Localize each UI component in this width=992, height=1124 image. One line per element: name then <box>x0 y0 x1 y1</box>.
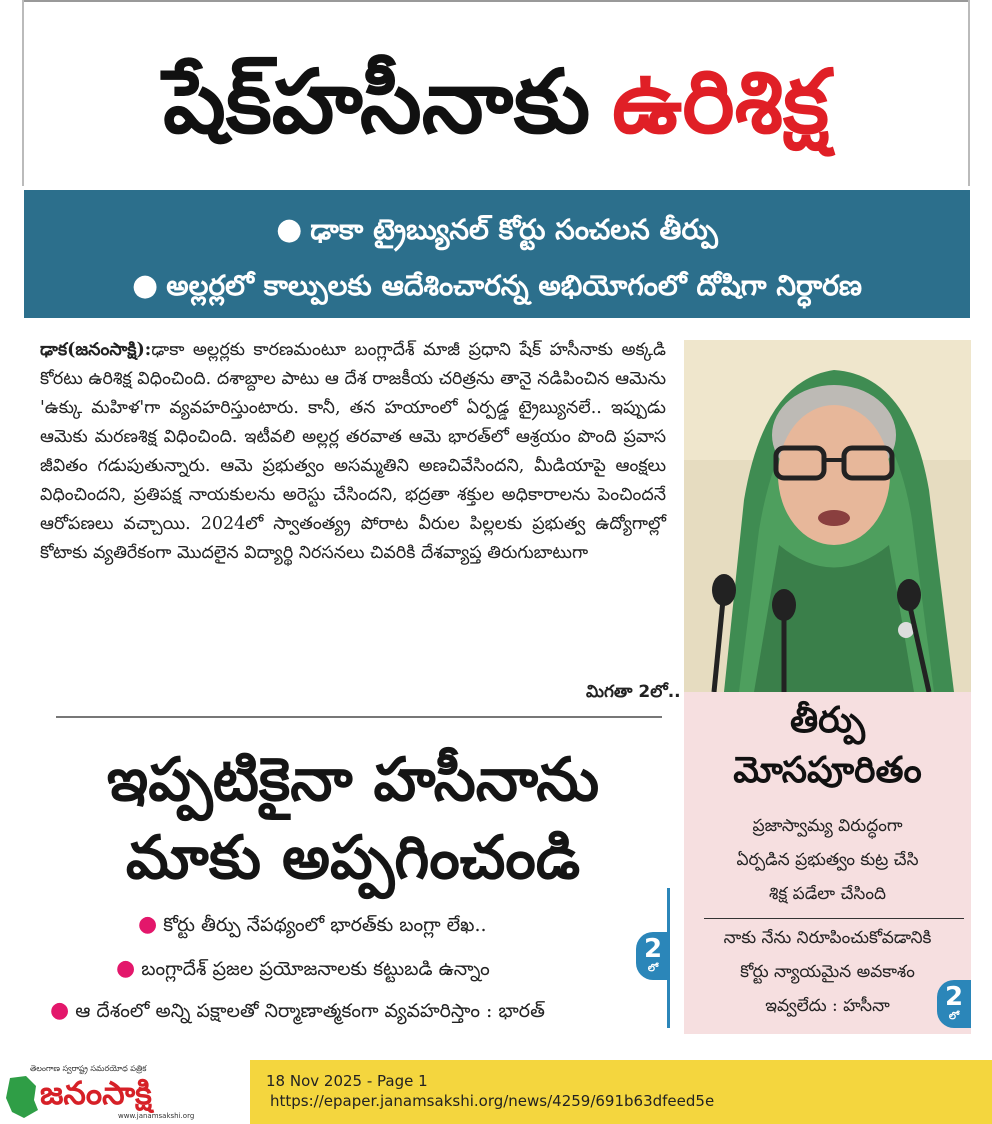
edition-date: 18 Nov 2025 - Page 1 <box>266 1072 428 1090</box>
logo-url: www.janamsakshi.org <box>118 1112 195 1120</box>
sidebar-page-ref-number: 2 <box>944 982 964 1012</box>
bullet-dot: ● <box>50 998 70 1023</box>
second-headline-line2: మాకు అప్పగించండి <box>125 823 581 893</box>
sidebar-line-3: శిక్ష పడేలా చేసింది <box>769 884 886 904</box>
headline-part2: ఉరిశిక్ష <box>612 50 829 153</box>
page-ref-suffix: లో <box>647 963 659 974</box>
telangana-map-icon <box>4 1074 40 1120</box>
logo-name: జనంసాక్షి <box>40 1074 152 1112</box>
subheading-bar <box>24 190 970 318</box>
footer <box>0 1060 992 1124</box>
bullet-dot: ● <box>132 268 159 303</box>
publication-logo[interactable] <box>0 1060 248 1124</box>
hasina-photo <box>684 340 971 692</box>
second-headline-line1: ఇప్పటికైనా హసీనాను <box>106 745 600 815</box>
article-body <box>40 336 666 696</box>
subheading-2 <box>24 268 970 309</box>
story-bullet-3 <box>50 998 545 1027</box>
sidebar-quote-2: కోర్టు న్యాయమైన అవకాశం <box>740 962 915 982</box>
bullet-dot: ● <box>116 956 136 981</box>
sidebar-box <box>684 692 971 1034</box>
top-border <box>22 0 970 2</box>
bullet-dot: ● <box>276 212 303 247</box>
page-ref-badge[interactable] <box>636 932 670 980</box>
page-ref-number: 2 <box>643 934 663 964</box>
sidebar-divider <box>704 918 964 919</box>
bullet-dot: ● <box>138 912 158 937</box>
sidebar-title-2: మోసపూరితం <box>733 750 922 791</box>
story-bullet-1-text: కోర్టు తీర్పు నేపథ్యంలో భారత్‌కు బంగ్లా లేఖ.. <box>163 914 487 936</box>
sidebar-page-ref-badge[interactable] <box>937 980 971 1028</box>
second-headline <box>28 736 678 896</box>
continued-link[interactable]: మిగతా 2లో.. <box>586 682 681 702</box>
subheading-1-text: ఢాకా ట్రైబ్యునల్‌ కోర్టు సంచలన తీర్పు <box>310 213 718 246</box>
logo-tagline: తెలంగాణ స్వరాష్ట్ర సమరయోధ పత్రిక <box>30 1064 147 1073</box>
story-bullet-1 <box>138 912 487 941</box>
sidebar-title-1: తీర్పు <box>790 700 865 741</box>
sidebar-page-ref-suffix: లో <box>948 1011 960 1022</box>
sidebar-quote-3: ఇవ్వలేదు : హసీనా <box>765 996 890 1016</box>
sidebar-quote-1: నాకు నేను నిరూపించుకోవడానికి <box>723 928 932 948</box>
story-bullet-3-text: ఆ దేశంలో అన్ని పక్షాలతో నిర్మాణాత్మకంగా వ్యవహరిస్తాం : భారత్‌ <box>75 1000 545 1022</box>
story-divider <box>56 716 662 718</box>
subheading-2-text: అల్లర్లలో కాల్పులకు ఆదేశించారన్న అభియోగంలో దోషిగా నిర్ధారణ <box>166 269 862 302</box>
article-dateline: ఢాక(జనంసాక్షి): <box>40 340 152 360</box>
sidebar-line-2: ఏర్పడిన ప్రభుత్వం కుట్ర చేసి <box>736 850 919 870</box>
edition-url[interactable]: https://epaper.janamsakshi.org/news/4259/691b63dfeed5e <box>270 1092 715 1110</box>
headline-part1: షేక్‌హసీనాకు <box>163 50 591 153</box>
subheading-1 <box>24 212 970 253</box>
story-bullet-2 <box>116 956 490 985</box>
main-headline <box>24 22 968 182</box>
sidebar-line-1: ప్రజాస్వామ్య విరుద్ధంగా <box>752 816 903 836</box>
article-text: ఢాకా అల్లర్లకు కారణమంటూ బంగ్లాదేశ్‌ మాజీ ప్రధాని షేక్‌ హసీనాకు అక్కడి కోరటు ఉరిశిక్ష విధించింది. దశాబ్దాల పాటు ఆ దేశ రాజకీయ చరిత్రను తానై నడిపించిన ఆమెను 'ఉక్కు మహిళ'గా వ్యవహరిస్తుంటారు. కానీ, తన హయాంలో ఏర్పడ్డ ట్రైబ్యునలే.. ఇప్పుడు ఆమెకు మరణశిక్ష విధించింది. ఇటీవలి అల్లర్ల తరవాత ఆమె భారత్‌లో ఆశ్రయం పొంది ప్రవాస జీవితం గడుపుతున్నారు. ఆమె ప్రభుత్వం అసమ్మతిని అణచివేసిందని, మీడియాపై ఆంక్షలు విధించిందని, ప్రతిపక్ష నాయకులను అరెస్టు చేసిందని, భద్రతా శక్తుల అధికారాలను పెంచిందనే ఆరోపణలు వచ్చాయి. 2024లో స్వాతంత్య్ర పోరాట వీరుల పిల్లలకు ప్రభుత్వ ఉద్యోగాల్లో కోటాకు వ్యతిరేకంగా మొదలైన విద్యార్థి నిరసనలు చివరికి దేశవ్యాప్త తిరుగుబాటుగా <box>40 340 666 563</box>
right-border <box>968 0 970 186</box>
story-bullet-2-text: బంగ్లాదేశ్‌ ప్రజల ప్రయోజనాలకు కట్టుబడి ఉన్నాం <box>141 958 490 980</box>
footer-info-bar <box>250 1060 992 1124</box>
woman-portrait-icon <box>684 340 971 692</box>
